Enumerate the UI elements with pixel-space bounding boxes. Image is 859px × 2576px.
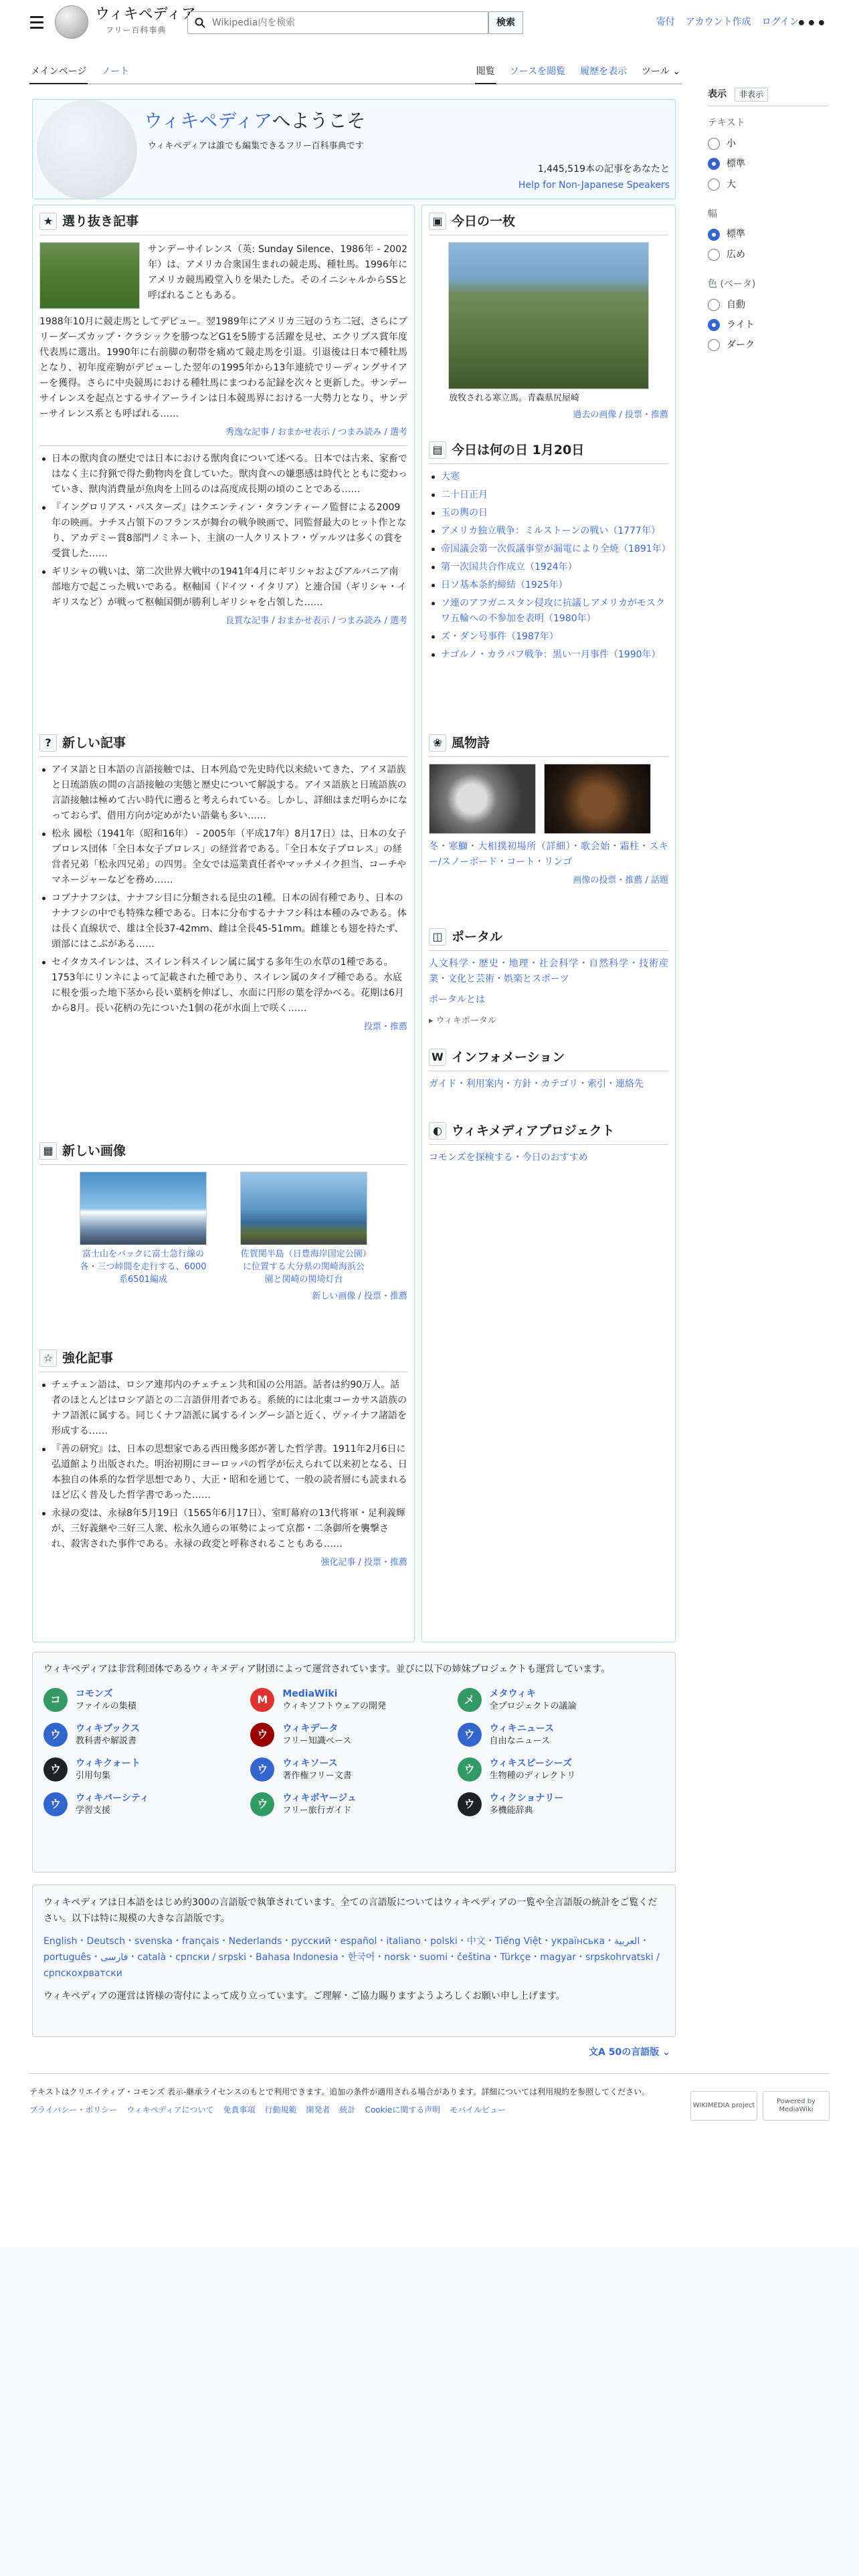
list-item[interactable]: 『イングロリアス・バスターズ』はクエンティン・タランティーノ監督による2009年の映画。ナチス占領下のフランスが舞台の戦争映画で、同監督最大のヒット作となり、アカデミー賞8部門ノミネート、主演の一人クリストフ・ヴァルツは多くの賞を受賞した…… xyxy=(39,500,407,562)
tab-history[interactable]: 履歴を表示 xyxy=(580,66,628,77)
text-standard-option[interactable]: 標準 xyxy=(708,156,828,171)
info-title: インフォメーション xyxy=(452,1050,565,1065)
sister-logo-icon: ウ xyxy=(458,1757,482,1782)
sister-item[interactable]: ウ ウィキニュース 自由なニュース xyxy=(458,1722,664,1747)
welcome-subtitle: ウィキペディアは誰でも編集できるフリー百科事典です xyxy=(148,141,364,151)
radio-icon[interactable] xyxy=(708,138,720,150)
menu-icon[interactable] xyxy=(27,12,47,32)
list-item[interactable]: 大寒 xyxy=(429,469,668,485)
star-outline-icon: ☆ xyxy=(39,1350,57,1367)
project-title: ウィキメディアプロジェクト xyxy=(452,1123,615,1138)
appearance-panel xyxy=(708,87,828,353)
otd-title: 今日は何の日 1月20日 xyxy=(452,443,585,457)
color-auto-option[interactable]: 自動 xyxy=(708,298,828,312)
new-image-1[interactable] xyxy=(80,1172,207,1245)
seasonal xyxy=(429,734,668,888)
list-item[interactable]: 玉の輿の日 xyxy=(429,506,668,521)
list-item[interactable]: ソ連のアフガニスタン侵攻に抗議しアメリカがモスクワ五輪への不参加を表明（1980年） xyxy=(429,596,668,627)
sister-logo-icon: ウ xyxy=(458,1723,482,1747)
seasonal-title: 風物詩 xyxy=(452,736,490,750)
search-button[interactable]: 検索 xyxy=(488,11,523,34)
tab-talk[interactable]: ノート xyxy=(101,66,130,77)
mediawiki-badge[interactable]: Powered by MediaWiki xyxy=(763,2091,830,2121)
footer-link[interactable]: 統計 xyxy=(339,2105,356,2115)
radio-icon[interactable] xyxy=(708,158,720,170)
radio-icon[interactable] xyxy=(708,229,720,241)
new-image-2[interactable] xyxy=(240,1172,367,1245)
wikimedia-badge[interactable]: WIKIMEDIA project xyxy=(690,2091,757,2121)
sister-item[interactable]: メ メタウィキ 全プロジェクトの議論 xyxy=(458,1687,664,1713)
sister-logo-icon: ウ xyxy=(43,1723,68,1747)
list-item[interactable]: ギリシャの戦いは、第二次世界大戦中の1941年4月にギリシャおよびアルバニア南部地方で起こった戦いである。枢軸国（ドイツ・イタリア）と連合国（ギリシャ・イギリスなど）が戦って枢軸国側が勝利しギリシャを占領した…… xyxy=(39,564,407,611)
languages-button[interactable]: 文A 50の言語版 ⌄ xyxy=(589,2047,670,2058)
languages-intro: ウィキペディアは日本語をはじめ約300の言語版で執筆されています。全ての言語版についてはウィキペディアの一覧や全言語版の統計をご覧ください。以下は特に規模の大きな言語版です。 xyxy=(43,1897,658,1924)
list-item[interactable]: 『善の研究』は、日本の思想家である西田幾多郎が著した哲学書。1911年2月6日に弘道館より出版された。明治初期にヨーロッパの哲学が伝えられて以来初となる、日本独自の体系的な哲学思想であり、大正・昭和を通じて、一般の読者層にも読まれるほど広く普及した哲学書であった…… xyxy=(39,1442,407,1503)
radio-icon[interactable] xyxy=(708,319,720,331)
list-item[interactable]: ズ・ダン号事件（1987年） xyxy=(429,629,668,645)
radio-icon[interactable] xyxy=(708,339,720,351)
list-item[interactable]: 日本の獣肉食の歴史では日本における獣肉食について述べる。日本では古来、家畜ではなく主に狩猟で得た動物肉を食していた。獣肉食への嫌悪感は時代とともに変わっていき、獣肉消費量が魚肉を上回るのは高度成長期の頃のことである…… xyxy=(39,451,407,498)
sister-grid xyxy=(43,1687,664,1817)
page-tabs xyxy=(29,64,682,84)
color-light-option[interactable]: ライト xyxy=(708,318,828,332)
featured-image[interactable] xyxy=(39,242,140,309)
left-column xyxy=(32,205,415,1642)
improved-title: 強化記事 xyxy=(62,1351,114,1366)
portal xyxy=(429,928,668,1029)
sister-item[interactable]: ウ ウィキスピーシーズ 生物種のディレクトリ xyxy=(458,1757,664,1782)
improved-more[interactable]: 強化記事 / 投票・推薦 xyxy=(320,1558,407,1568)
portal-about-link[interactable]: ポータルとは xyxy=(429,994,485,1005)
sister-logo-icon: ウ xyxy=(458,1792,482,1816)
tab-tools[interactable]: ツール ⌄ xyxy=(642,66,680,77)
welcome-title: ウィキペディアへようこそ xyxy=(144,110,366,132)
on-this-day xyxy=(429,441,671,665)
search-box[interactable] xyxy=(187,11,488,34)
list-item[interactable]: 日ソ基本条約締結（1925年） xyxy=(429,578,668,593)
text-small-option[interactable]: 小 xyxy=(708,136,828,151)
footer-link[interactable]: Cookieに関する声明 xyxy=(365,2105,441,2115)
picture-icon: ▣ xyxy=(429,213,446,230)
sister-logo-icon: M xyxy=(250,1688,274,1712)
tab-read[interactable]: 閲覧 xyxy=(475,64,496,84)
footer-link[interactable]: モバイルビュー xyxy=(450,2105,506,2115)
new-articles-more[interactable]: 投票・推薦 xyxy=(363,1022,407,1032)
picture-of-the-day xyxy=(429,212,668,423)
new-images-title: 新しい画像 xyxy=(62,1144,126,1158)
new-images-more[interactable]: 新しい画像 / 投票・推薦 xyxy=(312,1291,407,1301)
sister-logo-icon: ウ xyxy=(43,1792,68,1816)
featured-lead: サンデーサイレンス（英: Sunday Silence、1986年 - 2002年）は、アメリカ合衆国生まれの競走馬、種牡馬。1996年にアメリカ競馬殿堂入りを果たした。そのイニシャルからSSと呼ばれることもある。 xyxy=(148,244,407,301)
sister-intro: ウィキペディアは非営利団体であるウィキメディア財団によって運営されています。並びに以下の姉妹プロジェクトも運営しています。 xyxy=(43,1664,611,1675)
new-articles-list xyxy=(39,762,407,1016)
sister-item[interactable]: ウ ウィキボヤージュ フリー旅行ガイド xyxy=(250,1792,457,1817)
new-image-1-caption[interactable]: 富士山をバックに富士急行線の各・三つ峠間を走行する、6000系6501編成 xyxy=(80,1249,207,1285)
list-item[interactable]: 二十日正月 xyxy=(429,488,668,503)
sister-logo-icon: メ xyxy=(458,1688,482,1712)
featured-title: 選り抜き記事 xyxy=(62,214,139,229)
languages-list[interactable]: English・Deutsch・svenska・français・Nederlands・русский・español・italiano・polski・中文・Tiếng Việt・українська・العربية・português・فارسی・català・српски / srpski・Bahasa Indonesia・한국어・norsk・suomi・čeština・Türkçe・magyar・srpskohrvatski / српскохрватски xyxy=(43,1936,660,1979)
portal-links[interactable]: 人文科学・歴史・地理・社会科学・自然科学・技術産業・文化と芸術・娯楽とスポーツ xyxy=(429,958,668,984)
wikipedia-logo[interactable] xyxy=(55,5,88,39)
improved-list xyxy=(39,1378,407,1552)
sister-item[interactable]: ウ ウィキクォート 引用句集 xyxy=(43,1757,250,1782)
w-icon: W xyxy=(429,1049,446,1066)
new-articles xyxy=(39,734,407,1035)
list-item[interactable]: 帝国議会第一次仮議事堂が漏電により全焼（1891年） xyxy=(429,542,668,557)
search-input[interactable] xyxy=(212,13,488,33)
license-text: テキストはクリエイティブ・コモンズ 表示-継承ライセンスのもとで利用できます。追加の条件が適用される場合があります。詳細については利用規約を参照してください。 xyxy=(29,2087,650,2097)
seasonal-image-2[interactable] xyxy=(544,764,651,834)
footer-link[interactable]: 免責事項 xyxy=(223,2105,256,2115)
star-icon: ★ xyxy=(39,213,57,230)
text-size-label: テキスト xyxy=(708,118,745,129)
question-icon: ? xyxy=(39,734,57,752)
article-count: 1,445,519本の記事をあなたと Help for Non-Japanese Speakers xyxy=(518,161,670,193)
list-item[interactable]: 永禄の変は、永禄8年5月19日（1565年6月17日）、室町幕府の13代将軍・足利義輝が、三好義継や三好三人衆、松永久通らの軍勢によって京都・二条御所を襲撃され、殺害された事件である。永禄の政変と呼称されることもある…… xyxy=(39,1506,407,1552)
potd-caption: 放牧される寒立馬。青森県尻屋崎 xyxy=(449,393,580,403)
seasonal-links[interactable]: 冬・寒鰤・大相撲初場所（詳細）・歌会始・霜柱・スキー/スノーボード・コート・リンゴ xyxy=(429,841,668,867)
image-icon: ▦ xyxy=(39,1142,57,1160)
footer-link[interactable]: 行動規範 xyxy=(264,2105,297,2115)
good-articles-more-links[interactable]: 良質な記事 / おまかせ表示 / つまみ読み / 選考 xyxy=(225,615,407,626)
translate-icon: 文A xyxy=(589,2047,609,2058)
create-account-link[interactable]: アカウント作成 xyxy=(685,17,751,27)
welcome-banner xyxy=(32,99,676,199)
new-image-2-caption[interactable]: 佐賀関半島（日豊海岸国定公園）に位置する大分県の関崎海浜公園と関崎の関埼灯台 xyxy=(240,1249,367,1285)
more-options-icon[interactable]: ••• xyxy=(796,15,827,32)
wikimedia-project xyxy=(429,1121,668,1166)
sister-item[interactable]: ウ ウィキバーシティ 学習支援 xyxy=(43,1792,250,1817)
sister-item[interactable]: ウ ウィキブックス 教科書や解説書 xyxy=(43,1722,250,1747)
width-wide-option[interactable]: 広め xyxy=(708,247,828,262)
good-articles-list xyxy=(39,445,407,611)
login-link[interactable]: ログイン xyxy=(761,17,799,27)
help-link[interactable]: Help for Non-Japanese Speakers xyxy=(518,180,670,191)
list-item[interactable]: 松永 國松（1941年（昭和16年） - 2005年（平成17年）8月17日）は、日本の女子プロレス団体「全日本女子プロレス」の経営者である。「全日本女子プロレス」の経営者兄弟「松永四兄弟」の四男。全女では巡業責任者やマッチメイク担当、コーチやマネージャーなどを務め…… xyxy=(39,827,407,888)
sister-item[interactable]: コ コモンズ ファイルの集積 xyxy=(43,1687,250,1713)
sister-item[interactable]: ウ ウィクショナリー 多機能辞典 xyxy=(458,1792,664,1817)
new-articles-title: 新しい記事 xyxy=(62,736,126,750)
list-item[interactable]: チェチェン語は、ロシア連邦内のチェチェン共和国の公用語。話者は約90万人。話者のほとんどはロシア語との二言語併用者である。系統的には北東コーカサス語族のナフ語派に属する。同じくナフ語派に属するイングーシ語と近く、ヴァイナフ諸語を形成する…… xyxy=(39,1378,407,1439)
tab-view-source[interactable]: ソースを閲覧 xyxy=(509,66,566,77)
search-icon xyxy=(188,12,212,33)
leaf-icon: ❀ xyxy=(429,734,446,752)
featured-more-links[interactable]: 秀逸な記事 / おまかせ表示 / つまみ読み / 選考 xyxy=(225,427,407,437)
potd-more[interactable]: 過去の画像 / 投票・推薦 xyxy=(573,410,668,420)
new-images xyxy=(39,1142,407,1304)
donate-link[interactable]: 寄付 xyxy=(656,17,675,27)
list-item[interactable]: コブナナフシは、ナナフシ目に分類される昆虫の1種。日本の固有種であり、日本のナナフシの中でも特殊な種である。日本に分布するナナフシ科は本種のみである。体は長く直線状で、雄は全長37-42mm、雌は全長45-51mm。雌雄とも翅を持たず、頭部にはこぶがある…… xyxy=(39,891,407,952)
footer-link[interactable]: プライバシー・ポリシー xyxy=(29,2105,118,2115)
list-item[interactable]: アメリカ独立戦争：ミルストーンの戦い（1777年） xyxy=(429,524,668,539)
sister-item[interactable]: ウ ウィキソース 著作権フリー文書 xyxy=(250,1757,457,1782)
color-label: 色 (ベータ) xyxy=(708,279,756,290)
footer-link[interactable]: 開発者 xyxy=(306,2105,330,2115)
otd-list xyxy=(429,469,671,663)
sister-projects xyxy=(32,1652,676,1872)
text-large-option[interactable]: 大 xyxy=(708,177,828,192)
width-standard-option[interactable]: 標準 xyxy=(708,227,828,241)
sister-logo-icon: コ xyxy=(43,1688,68,1712)
calendar-icon: ▤ xyxy=(429,441,446,459)
sister-logo-icon: ウ xyxy=(250,1792,274,1816)
featured-body: 1988年10月に競走馬としてデビュー。翌1989年にアメリカ三冠のうち二冠、さらにブリーダーズカップ・クラシックを勝つなどG1を5勝する活躍を見せ、エクリプス賞年度代表馬に選出。1990年に右前脚の靭帯を痛めて競走馬を引退。引退後は日本で種牡馬となり、初年度産駒がデビューした翌年の1995年から13年連続でリーディングサイアーを獲得。さらに中央競馬における種牡馬にまつわる記録を次々と更新した。サンデーサイレンスを起点とするサイアーラインは日本競馬界における一大勢力となり、サンデーサイレンス系とも呼ばれる…… xyxy=(39,316,407,419)
hide-button[interactable]: 非表示 xyxy=(735,88,768,102)
potd-image[interactable] xyxy=(448,242,649,389)
sister-item[interactable]: M MediaWiki ウィキソフトウェアの開発 xyxy=(250,1687,457,1713)
sister-item[interactable]: ウ ウィキデータ フリー知識ベース xyxy=(250,1722,457,1747)
sister-logo-icon: ウ xyxy=(43,1757,68,1782)
wikiportal-toggle[interactable]: ▸ ウィキポータル xyxy=(429,1016,496,1026)
list-item[interactable]: 第一次国共合作成立（1924年） xyxy=(429,560,668,575)
info-links[interactable]: ガイド・利用案内・方針・カテゴリ・索引・連絡先 xyxy=(429,1079,644,1089)
width-label: 幅 xyxy=(708,208,717,219)
footer xyxy=(29,2073,830,2117)
sister-logo-icon: ウ xyxy=(250,1723,274,1747)
list-item[interactable]: ナゴルノ・カラバフ戦争：黒い一月事件（1990年） xyxy=(429,647,668,663)
radio-icon[interactable] xyxy=(708,249,720,261)
featured-article xyxy=(39,212,407,629)
logo-title[interactable]: ウィキペディア xyxy=(95,6,196,23)
language-editions xyxy=(32,1885,676,2037)
color-dark-option[interactable]: ダーク xyxy=(708,338,828,352)
right-column xyxy=(421,205,676,1642)
wikipedia-globe-image xyxy=(37,100,137,200)
list-item[interactable]: セイタカスイレンは、スイレン科スイレン属に属する多年生の水草の1種である。1753年にリンネによって記載された種であり、スイレン属のタイプ種である。水底に根を張った地下茎から長い葉柄を伸ばし、水面に円形の葉を浮かべる。花期は6月から8月。長い花柄の先についた1個の花が水面上で咲く…… xyxy=(39,955,407,1016)
tab-main-page[interactable]: メインページ xyxy=(29,64,88,84)
page-bottom-background xyxy=(0,2247,859,2576)
seasonal-more[interactable]: 画像の投票・推薦 / 話題 xyxy=(573,875,668,885)
project-links[interactable]: コモンズを探検する・今日のおすすめ xyxy=(429,1152,588,1163)
information xyxy=(429,1048,668,1092)
portal-icon: ◫ xyxy=(429,928,446,946)
funding-note: ウィキペディアの運営は皆様の寄付によって成り立っています。ご理解・ご協力賜りますようよろしくお願い申し上げます。 xyxy=(43,1991,565,2002)
portal-title: ポータル xyxy=(452,930,503,944)
personal-links xyxy=(656,15,799,29)
footer-link[interactable]: ウィキペディアについて xyxy=(126,2105,214,2115)
potd-title: 今日の一枚 xyxy=(452,214,516,229)
seasonal-image-1[interactable] xyxy=(429,764,536,834)
logo-subtitle: フリー百科事典 xyxy=(106,25,167,35)
globe-icon: ◐ xyxy=(429,1122,446,1140)
list-item[interactable]: アイヌ語と日本語の言語接触では、日本列島で先史時代以来続いてきた、アイヌ語族と日琉語族の間の言語接触の実態と歴史について解説する。アイヌ語族と日琉語族の言語接触は極めて古い時代に遡ると考えられている。しかし、詳細はまだ明らかになっておらず、借用方向が定めがたい語彙も多い…… xyxy=(39,762,407,824)
radio-icon[interactable] xyxy=(708,179,720,191)
header xyxy=(0,0,859,45)
sister-logo-icon: ウ xyxy=(250,1757,274,1782)
radio-icon[interactable] xyxy=(708,299,720,311)
panel-title: 表示 xyxy=(708,89,727,100)
improved-articles xyxy=(39,1349,407,1570)
